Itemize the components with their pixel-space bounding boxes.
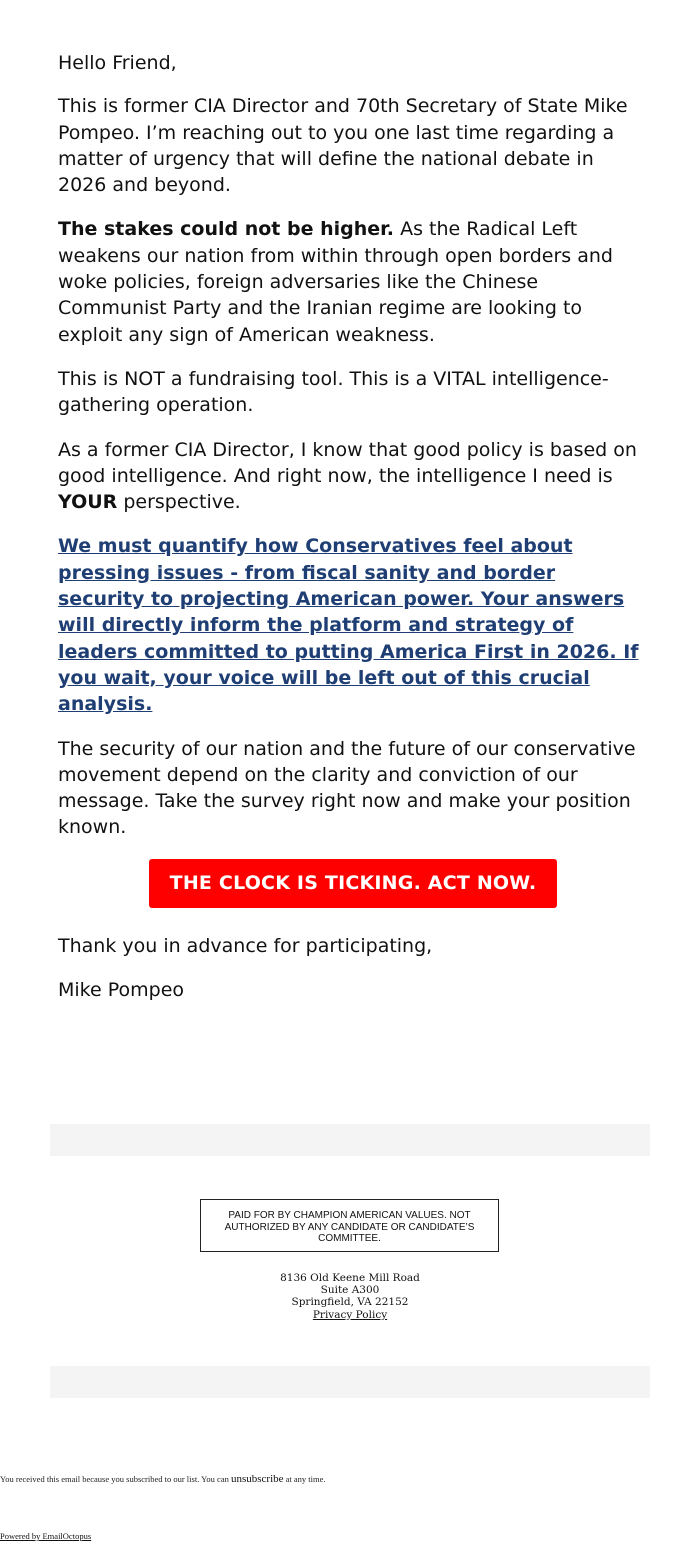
address-suite: Suite A300 — [320, 1284, 380, 1297]
privacy-policy-link[interactable]: Privacy Policy — [312, 1308, 388, 1321]
subscription-notice-end: at any time. — [283, 1474, 326, 1484]
powered-by — [0, 1531, 91, 1541]
subscription-notice-start: You received this email because you subscribed to our list. You can — [0, 1474, 231, 1484]
address-city: Springfield, VA 22152 — [291, 1296, 409, 1309]
address-street: 8136 Old Keene Mill Road — [280, 1272, 420, 1284]
act-now-button[interactable]: THE CLOCK IS TICKING. ACT NOW. — [149, 859, 558, 908]
perspective-paragraph — [58, 437, 648, 516]
survey-link[interactable]: We must quantify how Conservatives feel about pressing issues - from fiscal sanity and border security to projecting American power. Your answers will directly inform the platform and strategy of leaders committed to putting America First in 2026. If you wait, your voice will be left out of this crucial analysis. — [58, 535, 639, 716]
signoff: Thank you in advance for participating, — [58, 935, 433, 958]
subscription-notice — [0, 1473, 326, 1485]
intro-paragraph: This is former CIA Director and 70th Secretary of State Mike Pompeo. I’m reaching out to you one last time regarding a matter of urgency that will define the national debate in 2026 and beyond. — [58, 95, 628, 197]
perspective-text-end: perspective. — [117, 491, 241, 514]
footer-divider-top — [50, 1124, 650, 1156]
stakes-heading: The stakes could not be higher. — [58, 218, 395, 241]
perspective-emphasis: YOUR — [58, 491, 118, 514]
emailoctopus-link[interactable]: Powered by EmailOctopus — [0, 1531, 92, 1541]
perspective-text-start: As a former CIA Director, I know that good policy is based on good intelligence. And right now, the intelligence I need is — [58, 438, 637, 487]
cta-container — [58, 859, 648, 908]
stakes-paragraph — [58, 216, 648, 347]
paid-for-disclaimer: PAID FOR BY CHAMPION AMERICAN VALUES. NOT AUTHORIZED BY ANY CANDIDATE OR CANDIDATE’S COMMITTEE. — [200, 1199, 499, 1252]
stakes-text: As the Radical Left weakens our nation from within through open borders and woke policies, foreign adversaries like the Chinese Communist Party and the Iranian regime are looking to exploit any sign of American weakness. — [58, 218, 613, 346]
footer-divider-bottom — [50, 1366, 650, 1398]
survey-link-paragraph — [58, 533, 648, 717]
email-body — [58, 50, 648, 1022]
unsubscribe-link[interactable]: unsubscribe — [230, 1473, 284, 1485]
greeting: Hello Friend, — [58, 52, 177, 74]
notice-paragraph: This is NOT a fundraising tool. This is a VITAL intelligence-gathering operation. — [58, 367, 609, 417]
closing-paragraph: The security of our nation and the future of our conservative movement depend on the clarity and conviction of our message. Take the survey right now and make your position known. — [58, 737, 636, 839]
signature: Mike Pompeo — [58, 979, 185, 1002]
mailing-address — [200, 1272, 500, 1321]
